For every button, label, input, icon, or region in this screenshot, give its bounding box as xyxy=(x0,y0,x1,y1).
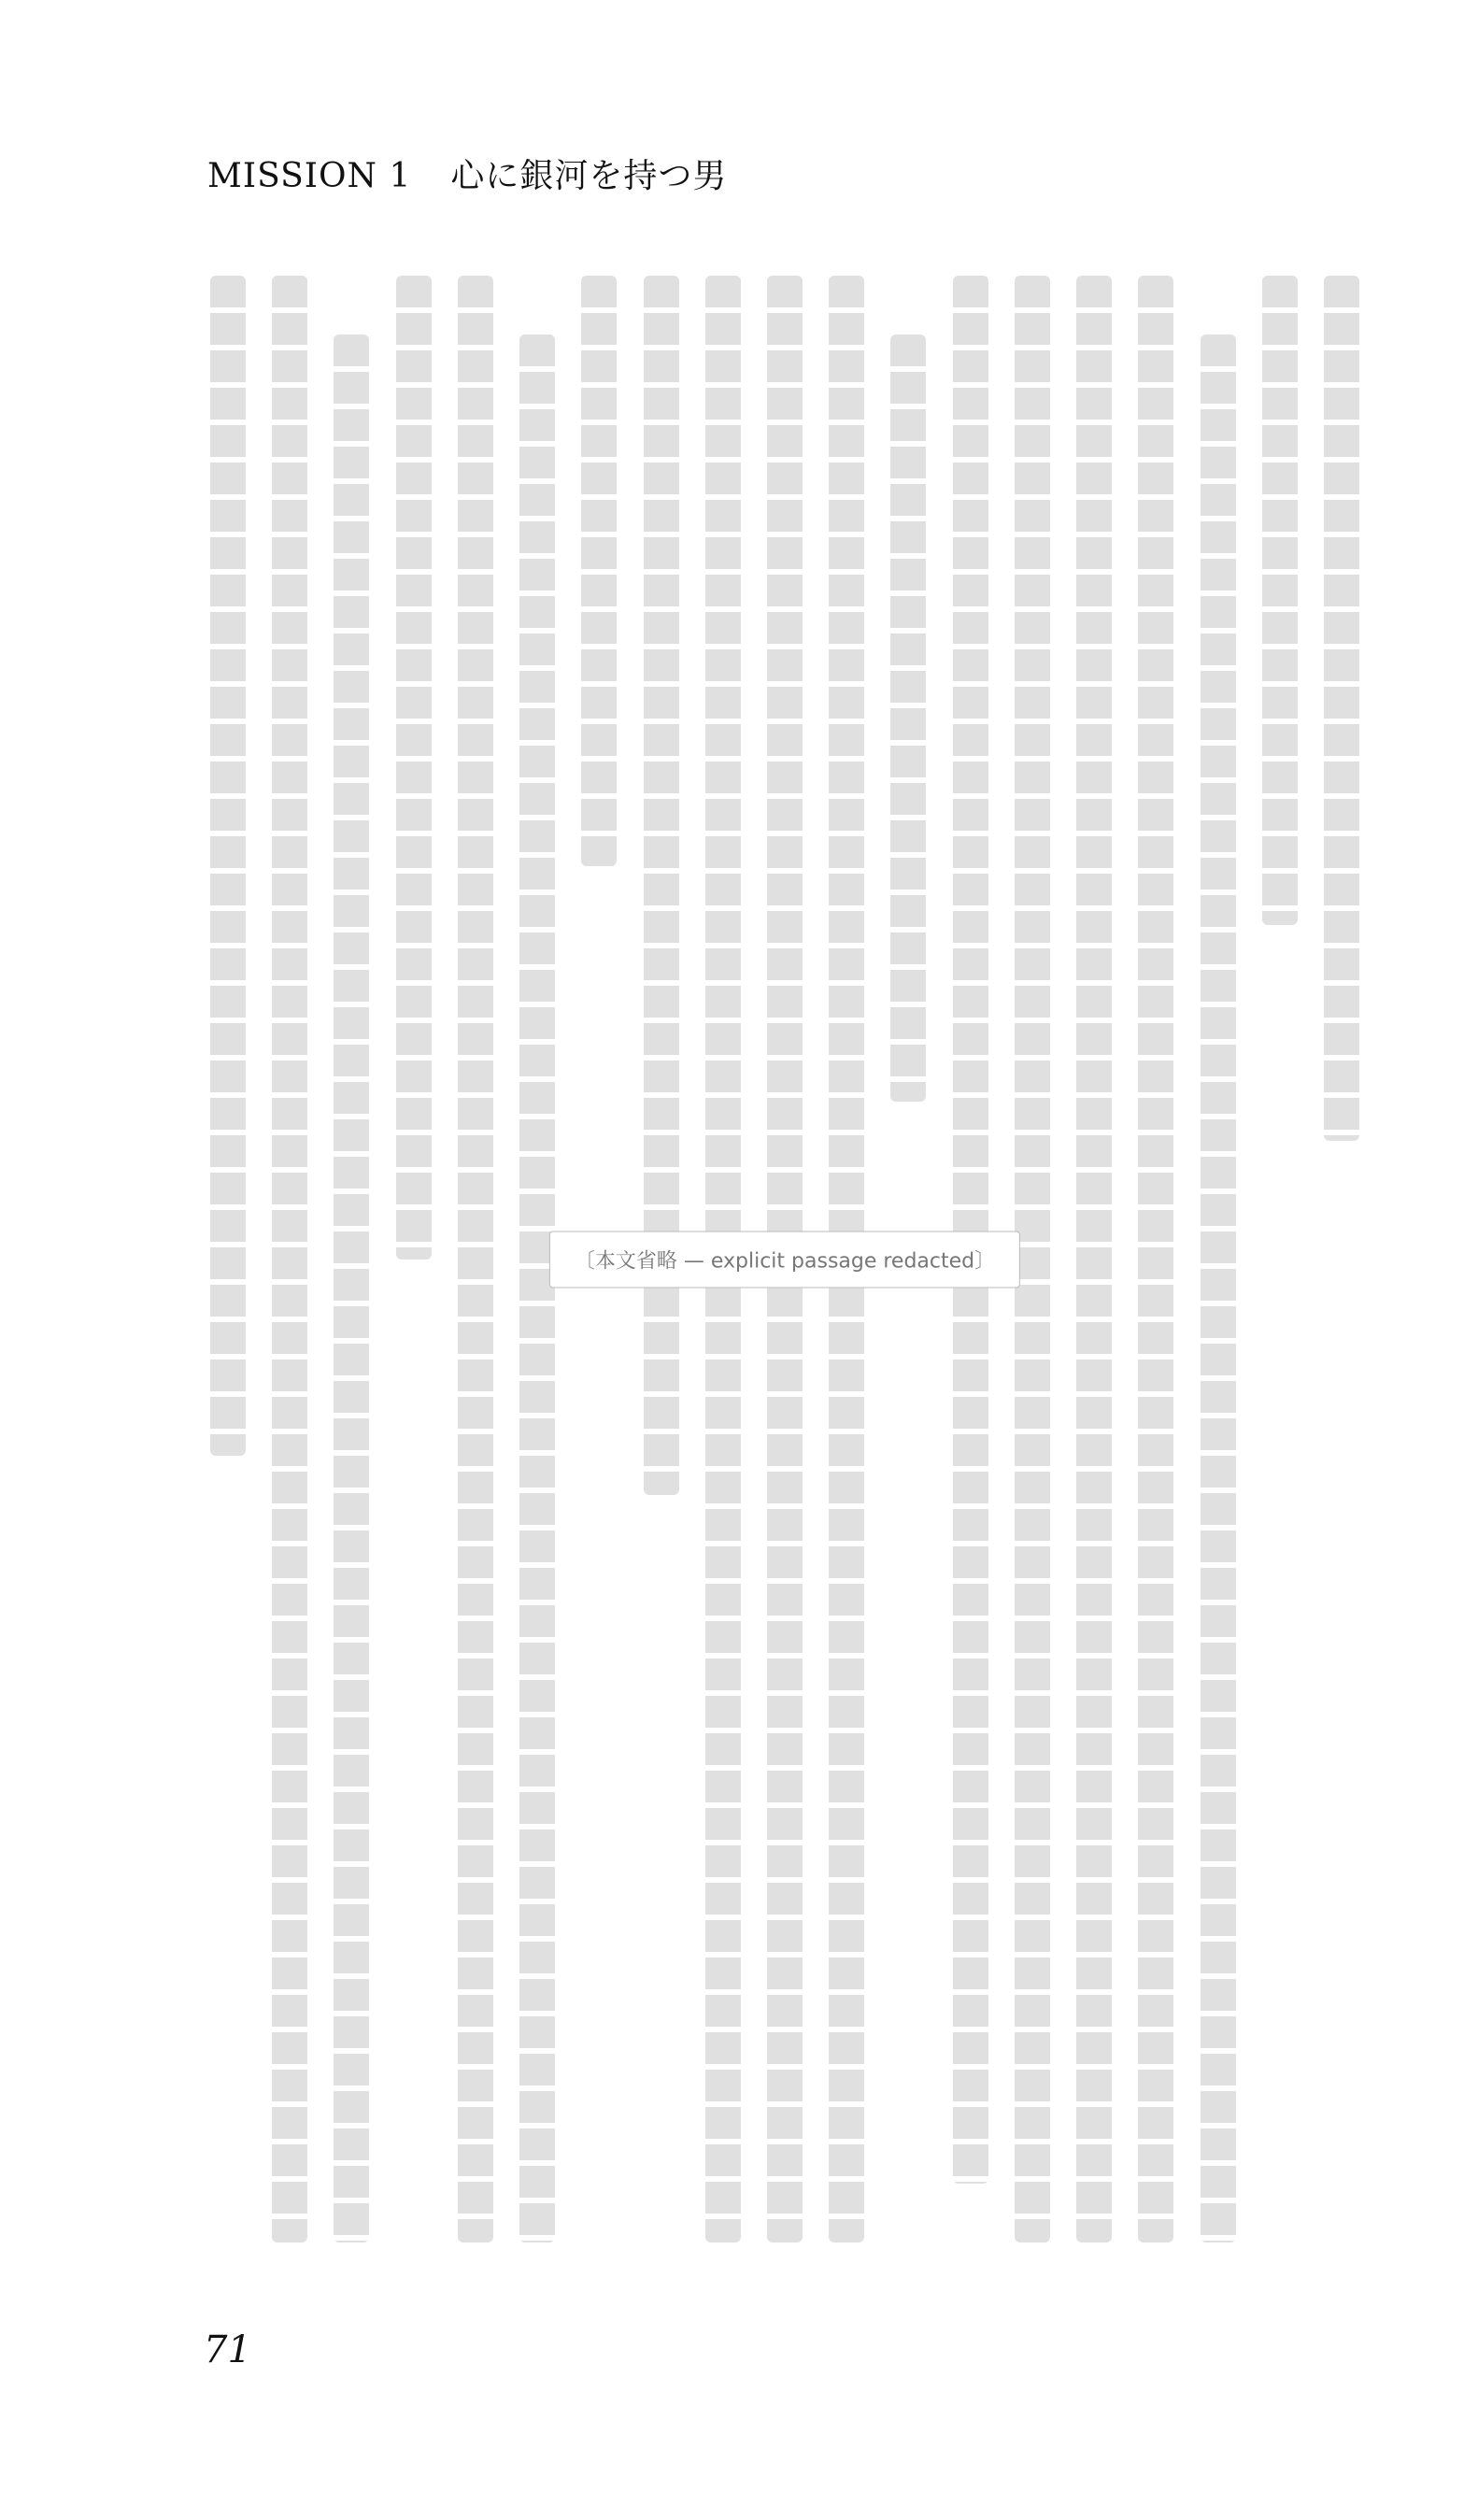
redacted-text-column xyxy=(581,276,617,866)
redacted-text-column xyxy=(458,276,493,2242)
redacted-text-column xyxy=(953,276,988,2184)
chapter-header xyxy=(207,149,727,197)
redacted-text-column xyxy=(890,335,926,1102)
body-text-block xyxy=(210,276,1359,2242)
redacted-text-column xyxy=(1201,335,1236,2242)
redacted-text-column xyxy=(1076,276,1112,2242)
page-number: 71 xyxy=(204,2328,251,2371)
redacted-text-column xyxy=(1138,276,1173,2242)
redacted-text-column xyxy=(1262,276,1298,925)
redacted-text-column xyxy=(1324,276,1359,1141)
mission-label: MISSION 1 xyxy=(207,157,412,195)
redacted-text-column xyxy=(272,276,307,2242)
redacted-text-column xyxy=(210,276,246,1456)
redacted-text-column xyxy=(644,276,679,1495)
redacted-text-column xyxy=(519,335,555,2242)
redacted-text-column xyxy=(334,335,369,2242)
redaction-note: 〔本文省略 — explicit passage redacted〕 xyxy=(549,1231,1020,1288)
redacted-text-column xyxy=(396,276,432,1260)
chapter-title: 心に銀河を持つ男 xyxy=(450,157,728,195)
